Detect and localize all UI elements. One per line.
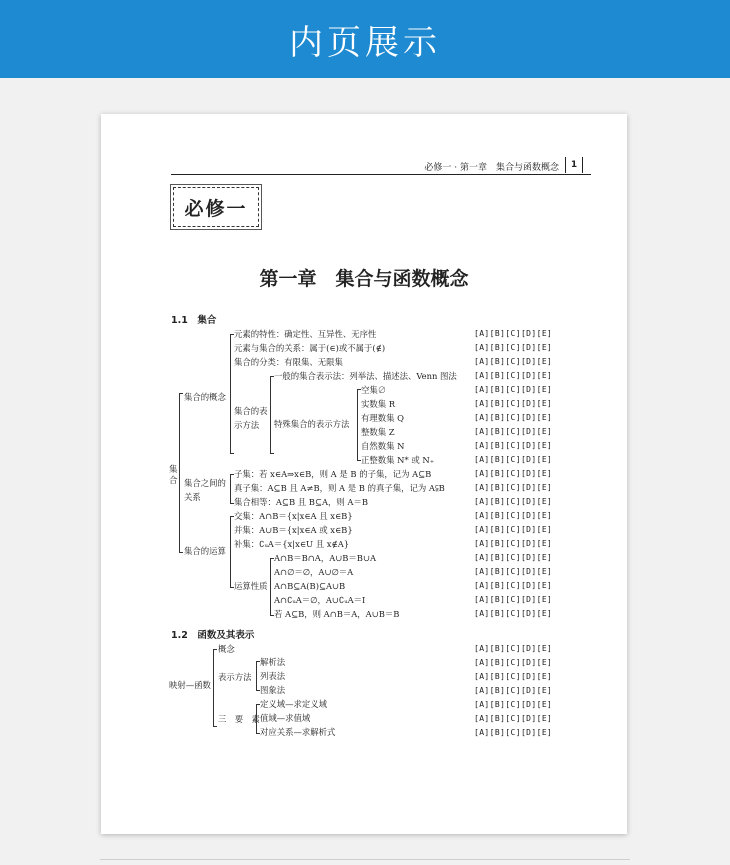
- banner-title: 内页展示: [289, 22, 441, 63]
- node-label: 运算性质: [234, 581, 268, 591]
- answer-options: [A][B][C][D][E]: [474, 455, 553, 464]
- answer-options: [A][B][C][D][E]: [474, 728, 553, 737]
- tree-leaf: 集合相等：A⊆B 且 B⊆A，则 A＝B: [234, 497, 369, 507]
- tree-leaf: 真子集：A⊆B 且 A≠B，则 A 是 B 的真子集，记为 A⫋B: [234, 483, 445, 493]
- answer-options: [A][B][C][D][E]: [474, 672, 553, 681]
- tree-root: 集合: [169, 464, 178, 485]
- node-label: 表示方法: [218, 672, 252, 682]
- answer-options: [A][B][C][D][E]: [474, 497, 553, 506]
- node-label: 集合的运算: [184, 546, 226, 556]
- answer-options: [A][B][C][D][E]: [474, 581, 553, 590]
- tree-leaf: 实数集 R: [361, 399, 396, 409]
- answer-options: [A][B][C][D][E]: [474, 371, 553, 380]
- tree-leaf: 集合的分类：有限集、无限集: [234, 357, 343, 367]
- answer-options: [A][B][C][D][E]: [474, 385, 553, 394]
- node-label: 特殊集合的表示方法: [274, 419, 350, 429]
- answer-options: [A][B][C][D][E]: [474, 441, 553, 450]
- tree-leaf: 值域—求值域: [260, 713, 311, 723]
- tree-leaf: 对应关系—求解析式: [260, 727, 336, 737]
- tree-leaf: 定义域—求定义域: [260, 699, 327, 709]
- answer-options: [A][B][C][D][E]: [474, 427, 553, 436]
- book-page: [101, 114, 627, 834]
- answer-options: [A][B][C][D][E]: [474, 413, 553, 422]
- answer-options: [A][B][C][D][E]: [474, 539, 553, 548]
- tree-leaf: A∩B＝B∩A，A∪B＝B∪A: [274, 553, 377, 563]
- tree-leaf: 若 A⊆B，则 A∩B＝A，A∪B＝B: [274, 609, 400, 619]
- running-head-text: 必修一 · 第一章 集合与函数概念: [424, 163, 559, 173]
- answer-options: [A][B][C][D][E]: [474, 595, 553, 604]
- answer-options: [A][B][C][D][E]: [474, 357, 553, 366]
- brace: [213, 649, 217, 727]
- tree-leaf: 列表法: [260, 671, 286, 681]
- answer-options: [A][B][C][D][E]: [474, 399, 553, 408]
- node-label: 集合的概念: [184, 392, 226, 402]
- answer-options: [A][B][C][D][E]: [474, 553, 553, 562]
- tree-leaf: 空集∅: [361, 385, 387, 395]
- brace: [179, 393, 183, 553]
- answer-options: [A][B][C][D][E]: [474, 525, 553, 534]
- tree-leaf: 图象法: [260, 685, 286, 695]
- tree-leaf: 整数集 Z: [361, 427, 395, 437]
- answer-options: [A][B][C][D][E]: [474, 329, 553, 338]
- top-banner: [0, 0, 730, 78]
- tree-leaf: 元素与集合的关系：属于(∈)或不属于(∉): [234, 343, 386, 353]
- answer-options: [A][B][C][D][E]: [474, 658, 553, 667]
- answer-options: [A][B][C][D][E]: [474, 714, 553, 723]
- tree-leaf: 交集：A∩B＝{x|x∈A 且 x∈B}: [234, 511, 353, 521]
- node-label: 集合的表示方法: [234, 406, 268, 430]
- node-label: 三 要 素: [218, 714, 260, 724]
- tree-leaf: 子集：若 x∈A⇒x∈B，则 A 是 B 的子集，记为 A⊆B: [234, 469, 432, 479]
- tree-leaf: 一般的集合表示法：列举法、描述法、Venn 图法: [274, 371, 457, 381]
- answer-options: [A][B][C][D][E]: [474, 469, 553, 478]
- page-number: 1: [565, 157, 583, 173]
- running-head: [171, 156, 591, 175]
- answer-options: [A][B][C][D][E]: [474, 609, 553, 618]
- answer-options: [A][B][C][D][E]: [474, 343, 553, 352]
- tree-leaf: 有理数集 Q: [361, 413, 405, 423]
- section-title: 1.1 集合: [171, 315, 217, 326]
- answer-options: [A][B][C][D][E]: [474, 644, 553, 653]
- answer-options: [A][B][C][D][E]: [474, 700, 553, 709]
- tree-leaf: 自然数集 N: [361, 441, 405, 451]
- bottom-divider: [100, 859, 630, 860]
- tree-leaf: 并集：A∪B＝{x|x∈A 或 x∈B}: [234, 525, 353, 535]
- answer-options: [A][B][C][D][E]: [474, 567, 553, 576]
- tree-leaf: 正整数集 N* 或 N₊: [361, 455, 435, 465]
- answer-options: [A][B][C][D][E]: [474, 511, 553, 520]
- tree-leaf: A∩∁ᵤA＝∅，A∪∁ᵤA＝I: [274, 595, 366, 605]
- section-title: 1.2 函数及其表示: [171, 630, 255, 641]
- answer-options: [A][B][C][D][E]: [474, 483, 553, 492]
- chapter-title: 第一章 集合与函数概念: [259, 268, 469, 290]
- node-label: 集合之间的关系: [184, 478, 226, 502]
- tree-leaf: 补集：∁ᵤA＝{x|x∈U 且 x∉A}: [234, 539, 350, 549]
- tree-root: 映射—函数: [169, 680, 211, 690]
- tree-leaf: 元素的特性：确定性、互异性、无序性: [234, 329, 377, 339]
- answer-options: [A][B][C][D][E]: [474, 686, 553, 695]
- tree-leaf: A∩B⊆A(B)⊆A∪B: [274, 581, 346, 591]
- tree-leaf: 概念: [218, 644, 235, 654]
- tree-leaf: A∩∅＝∅，A∪∅＝A: [274, 567, 354, 577]
- brace: [270, 376, 274, 454]
- tree-leaf: 解析法: [260, 657, 286, 667]
- volume-label: 必修一: [173, 187, 259, 227]
